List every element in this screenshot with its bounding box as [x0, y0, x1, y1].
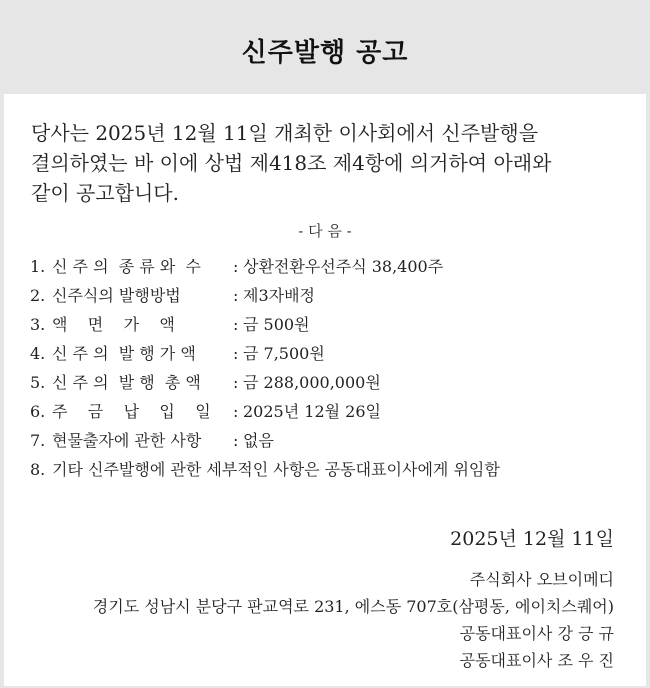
company-block	[93, 566, 614, 674]
representative: 공동대표이사 강 긍 규	[459, 624, 614, 643]
list-item	[30, 310, 626, 339]
representative: 공동대표이사 조 우 진	[459, 651, 614, 670]
notice-body	[4, 94, 646, 686]
intro-line: 당사는 2025년 12월 11일 개최한 이사회에서 신주발행을	[31, 121, 539, 145]
list-item	[30, 339, 626, 368]
item-number: 4.	[30, 344, 46, 363]
intro-paragraph	[31, 118, 616, 208]
intro-line: 결의하였는 바 이에 상법 제418조 제4항에 의거하여 아래와	[31, 151, 552, 175]
item-number: 7.	[30, 431, 46, 450]
item-value: 2025년 12월 26일	[243, 402, 381, 421]
details-list	[30, 252, 626, 484]
item-label: 신 주 의 발 행 총 액	[52, 373, 201, 392]
page-title: 신주발행 공고	[241, 37, 409, 68]
item-number: 5.	[30, 373, 46, 392]
item-value: 없음	[243, 431, 274, 450]
item-value: 제3자배정	[243, 286, 316, 305]
header	[0, 0, 650, 92]
item-number: 3.	[30, 315, 46, 334]
company-address: 경기도 성남시 분당구 판교역로 231, 에스동 707호(삼평동, 에이치스퀘어)	[92, 597, 614, 616]
item-value: 금 288,000,000원	[243, 373, 381, 392]
item-text: 기타 신주발행에 관한 세부적인 사항은 공동대표이사에게 위임함	[52, 460, 500, 479]
item-value: 상환전환우선주식 38,400주	[243, 257, 444, 276]
item-label: 주 금 납 입 일	[52, 402, 211, 421]
notice-date: 2025년 12월 11일	[450, 528, 614, 550]
item-colon: :	[233, 373, 239, 392]
list-item	[30, 368, 626, 397]
item-colon: :	[233, 257, 239, 276]
item-colon: :	[233, 315, 239, 334]
item-number: 2.	[30, 286, 46, 305]
item-label: 액 면 가 액	[52, 315, 175, 334]
item-label: 신주식의 발행방법	[52, 286, 181, 305]
list-item	[30, 252, 626, 281]
item-colon: :	[233, 431, 239, 450]
item-value: 금 500원	[243, 315, 310, 334]
item-number: 6.	[30, 402, 46, 421]
section-marker: - 다 음 -	[298, 222, 352, 240]
item-value: 금 7,500원	[243, 344, 325, 363]
list-item	[30, 281, 626, 310]
list-item	[30, 455, 626, 484]
item-label: 신 주 의 종 류 와 수	[52, 257, 201, 276]
item-colon: :	[233, 402, 239, 421]
item-number: 8.	[30, 460, 46, 479]
company-name: 주식회사 오브이메디	[469, 570, 614, 589]
item-colon: :	[233, 286, 239, 305]
intro-line: 같이 공고합니다.	[31, 181, 179, 205]
item-label: 신 주 의 발 행 가 액	[52, 344, 196, 363]
list-item	[30, 426, 626, 455]
item-colon: :	[233, 344, 239, 363]
item-label: 현물출자에 관한 사항	[52, 431, 202, 450]
item-number: 1.	[30, 257, 46, 276]
list-item	[30, 397, 626, 426]
